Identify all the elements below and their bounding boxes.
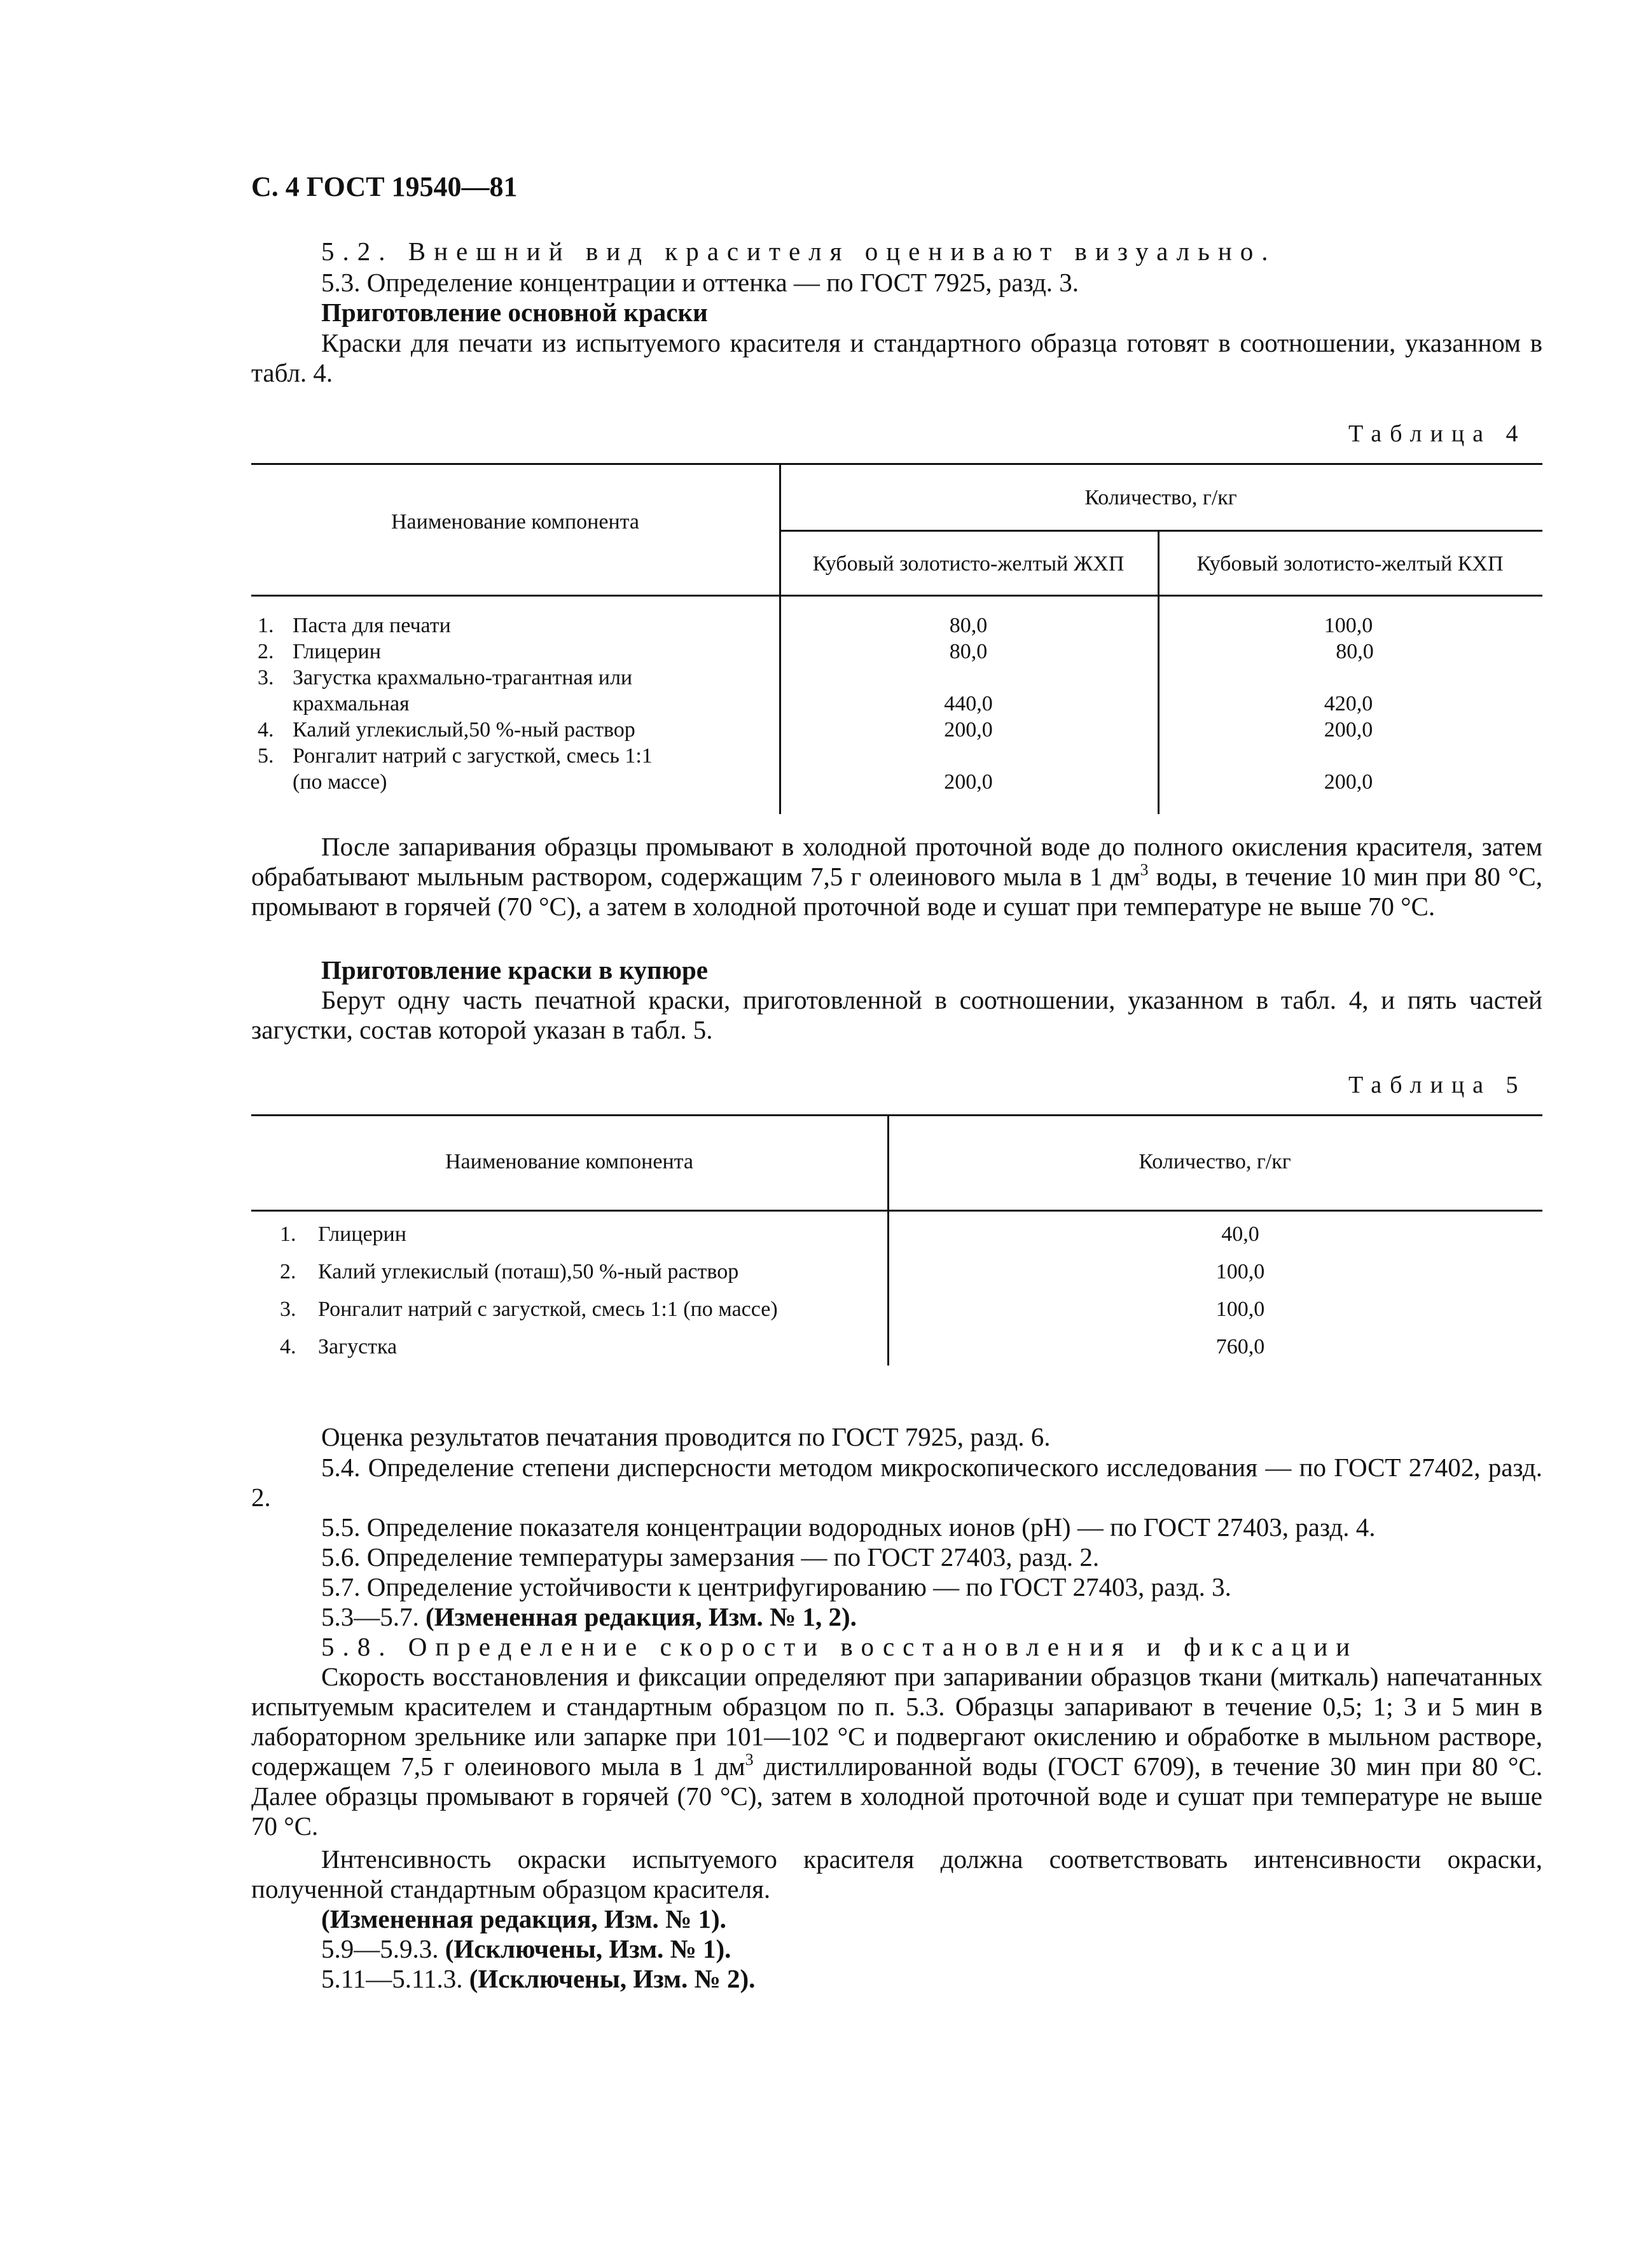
para-edit-1: (Измененная редакция, Изм. № 1).: [321, 1904, 726, 1933]
table4-caption: Таблица 4: [1348, 420, 1527, 447]
table4-row-name: Паста для печати: [293, 614, 451, 637]
page-header: С. 4 ГОСТ 19540—81: [251, 171, 518, 202]
table4-subheader-kkhp: Кубовый золотисто-желтый КХП: [1196, 552, 1504, 576]
table5-row-name: Ронгалит натрий с загусткой, смесь 1:1 (по массе): [318, 1297, 778, 1321]
table5-row-value: 760,0: [1215, 1335, 1265, 1359]
table4-row-name-cont: (по массе): [293, 770, 387, 794]
table5-header-name: Наименование компонента: [445, 1150, 694, 1173]
table4-row-value-b: 200,0: [1324, 718, 1373, 742]
table4-row-num: 1.: [258, 614, 274, 637]
table5-row-num: 3.: [280, 1297, 296, 1321]
heading-cut-paint: Приготовление краски в купюре: [321, 955, 708, 985]
table4-row-name-cont: крахмальная: [293, 692, 410, 716]
table4-row-num: 3.: [258, 666, 274, 689]
para-after-steaming: После запаривания образцы промывают в холодной проточной воде до полного окисления красителя, затем обрабатывают мыльным раствором, содержащим 7,5 г олеинового мыла в 1 $дм^3$ воды, в течение 10 мин при 80 °С, промывают в горячей (70 °С), а затем в холодной проточной воде и сушат при температуре не выше 70 °С.: [251, 832, 1542, 921]
table5-row-num: 2.: [280, 1260, 296, 1283]
para-5-5: 5.5. Определение показателя концентрации водородных ионов (pH) — по ГОСТ 27403, разд. 4.: [321, 1512, 1376, 1542]
para-evaluation: Оценка результатов печатания проводится по ГОСТ 7925, разд. 6.: [321, 1422, 1051, 1451]
table4-subheader-zhkhp: Кубовый золотисто-желтый ЖХП: [812, 552, 1125, 576]
table5-header-qty: Количество, г/кг: [1139, 1150, 1291, 1173]
table4-row-name: Глицерин: [293, 640, 381, 663]
table4-row-num: 5.: [258, 744, 274, 768]
table5-caption: Таблица 5: [1348, 1072, 1527, 1098]
para-5-11: 5.11—5.11.3. (Исключены, Изм. № 2).: [321, 1964, 756, 1993]
table4-row-num: 2.: [258, 640, 274, 663]
table4-row-name: Ронгалит натрий с загусткой, смесь 1:1: [293, 744, 653, 768]
para-5-7: 5.7. Определение устойчивости к центрифугированию — по ГОСТ 27403, разд. 3.: [321, 1572, 1231, 1601]
para-intensity: Интенсивность окраски испытуемого красителя должна соответствовать интенсивности окраски, полученной стандартным образцом красителя.: [251, 1844, 1542, 1904]
table4-row-value-a: 80,0: [949, 640, 988, 663]
table4-header-qty: Количество, г/кг: [1084, 486, 1237, 509]
table4-row-value-b: 200,0: [1324, 770, 1373, 794]
table4-row-value-a: 80,0: [949, 614, 988, 637]
table4-row-name: Загустка крахмально-трагантная или: [293, 666, 633, 689]
para-5-2: 5.2. Внешний вид красителя оценивают визуально.: [321, 237, 1277, 266]
table5-row-num: 4.: [280, 1335, 296, 1359]
table5-row-value: 100,0: [1215, 1297, 1265, 1321]
para-5-9: 5.9—5.9.3. (Исключены, Изм. № 1).: [321, 1934, 731, 1963]
para-5-4: 5.4. Определение степени дисперсности методом микроскопического исследования — по ГОСТ 27402, разд. 2.: [251, 1453, 1542, 1512]
table4-row-value-a: 200,0: [944, 770, 993, 794]
para-5-3: 5.3. Определение концентрации и оттенка — по ГОСТ 7925, разд. 3.: [321, 268, 1079, 297]
table4-row-value-a: 200,0: [944, 718, 993, 742]
para-5-8: 5.8. Определение скорости восстановления и фиксации: [321, 1632, 1359, 1661]
table5-row-num: 1.: [280, 1222, 296, 1246]
table5-row-name: Калий углекислый (поташ),50 %-ный раствор: [318, 1260, 739, 1283]
para-5-6: 5.6. Определение температуры замерзания — по ГОСТ 27403, разд. 2.: [321, 1542, 1100, 1572]
table5-row-name: Загустка: [318, 1335, 398, 1359]
table4-row-value-b: 420,0: [1324, 692, 1373, 716]
table5-row-value: 40,0: [1221, 1222, 1259, 1246]
para-cut-paint: Берут одну часть печатной краски, приготовленной в соотношении, указанном в табл. 4, и пять частей загустки, состав которой указан в табл. 5.: [251, 985, 1542, 1044]
table5-row-value: 100,0: [1215, 1260, 1265, 1283]
table4-row-value-b: 100,0: [1324, 614, 1373, 637]
para-5-3-5-7-edit: 5.3—5.7. (Измененная редакция, Изм. № 1, 2).: [321, 1602, 857, 1631]
table4-row-value-a: 440,0: [944, 692, 993, 716]
table4-row-value-b: 80,0: [1336, 640, 1374, 663]
table4-row-name: Калий углекислый,50 %-ный раствор: [293, 718, 635, 742]
para-speed: Скорость восстановления и фиксации определяют при запаривании образцов ткани (миткаль) напечатанных испытуемым красителем и стандартным образцом по п. 5.3. Образцы запаривают в течение 0,5; 1; 3 и 5 мин в лабораторном зрельнике или запарке при 101—102 °С и подвергают окислению и обработке в мыльном растворе, содержащем 7,5 г олеинового мыла в 1 $дм^3$ дистиллированной воды (ГОСТ 6709), в течение 30 мин при 80 °С. Далее образцы промывают в горячей (70 °С), затем в холодной проточной воде и сушат при температуре не выше 70 °С.: [251, 1662, 1542, 1841]
table4-header-name: Наименование компонента: [391, 510, 640, 534]
table4-row-num: 4.: [258, 718, 274, 742]
heading-base-paint: Приготовление основной краски: [321, 298, 708, 327]
para-base-paint: Краски для печати из испытуемого красителя и стандартного образца готовят в соотношении, указанном в табл. 4.: [251, 328, 1542, 387]
table5-row-name: Глицерин: [318, 1222, 406, 1246]
